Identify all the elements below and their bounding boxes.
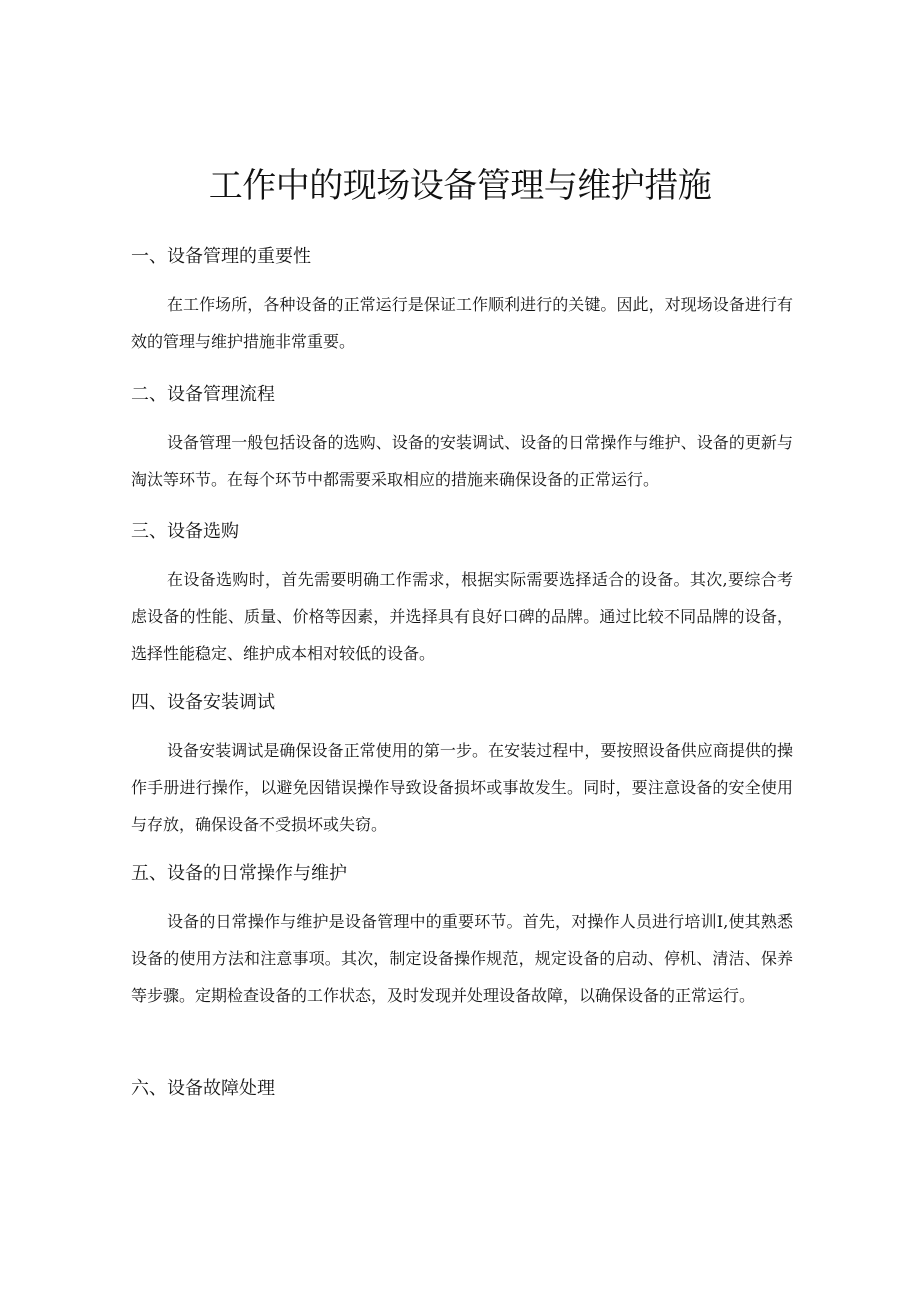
- section-paragraph-installation: 设备安装调试是确保设备正常使用的第一步。在安装过程中，要按照设备供应商提供的操作手册进行操作，以避免因错误操作导致设备损坏或事故发生。同时，要注意设备的安全使用与存放，确保设备不受损坏或失窃。: [131, 741, 793, 834]
- section-heading-fault-handling: 六、设备故障处理: [131, 1078, 275, 1099]
- section-heading-daily-operation: 五、设备的日常操作与维护: [131, 863, 347, 884]
- section-paragraph-selection: 在设备选购时，首先需要明确工作需求，根据实际需要选择适合的设备。其次,要综合考虑设备的性能、质量、价格等因素，并选择具有良好口碑的品牌。通过比较不同品牌的设备，选择性能稳定、维护成本相对较低的设备。: [131, 570, 793, 663]
- section-heading-installation: 四、设备安装调试: [131, 692, 275, 713]
- section-paragraph-importance: 在工作场所，各种设备的正常运行是保证工作顺利进行的关键。因此，对现场设备进行有效的管理与维护措施非常重要。: [131, 295, 793, 351]
- section-heading-selection: 三、设备选购: [131, 521, 239, 542]
- document-title: 工作中的现场设备管理与维护措施: [208, 166, 712, 206]
- section-heading-process: 二、设备管理流程: [131, 384, 275, 405]
- section-paragraph-daily-operation: 设备的日常操作与维护是设备管理中的重要环节。首先，对操作人员进行培训Ⅰ,使其熟悉设备的使用方法和注意事项。其次，制定设备操作规范，规定设备的启动、停机、清洁、保养等步骤。定期检查设备的工作状态，及时发现并处理设备故障，以确保设备的正常运行。: [131, 912, 793, 1005]
- section-paragraph-process: 设备管理一般包括设备的选购、设备的安装调试、设备的日常操作与维护、设备的更新与淘汰等环节。在每个环节中都需要采取相应的措施来确保设备的正常运行。: [131, 433, 793, 489]
- section-heading-importance: 一、设备管理的重要性: [131, 246, 311, 267]
